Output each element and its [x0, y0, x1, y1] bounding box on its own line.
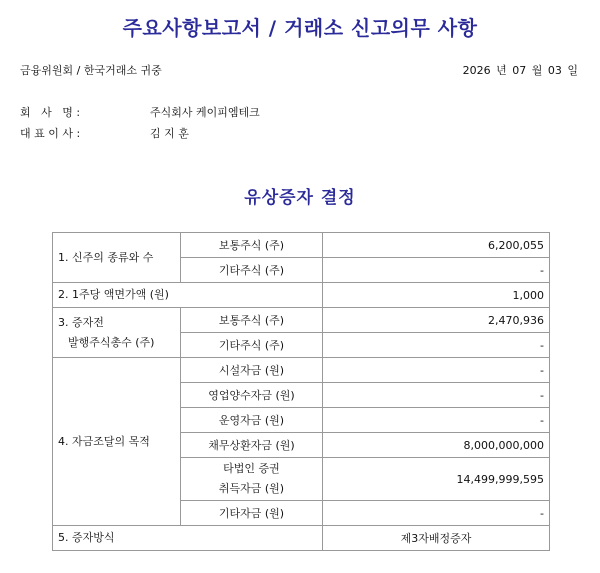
pre-issue-shares-category [53, 308, 181, 358]
pre-common-shares-label: 보통주식 (주) [181, 308, 323, 333]
debt-repayment-fund-label: 채무상환자금 (원) [181, 433, 323, 458]
operating-fund-label: 운영자금 (원) [181, 408, 323, 433]
other-fund-value: - [323, 501, 550, 526]
ceo-value: 김 지 훈 [150, 127, 189, 140]
section-title: 유상증자 결정 [244, 188, 356, 208]
securities-acquisition-fund-label [181, 458, 323, 501]
new-other-shares-label: 기타주식 (주) [181, 258, 323, 283]
offering-method-category: 5. 증자방식 [53, 526, 323, 551]
par-value-value: 1,000 [323, 283, 550, 308]
ceo-label: 대 표 이 사 : [20, 127, 81, 140]
offering-method-value: 제3자배정증자 [323, 526, 550, 551]
pre-other-shares-label: 기타주식 (주) [181, 333, 323, 358]
ceo-row [20, 125, 189, 141]
table-row [53, 308, 550, 333]
report-title: 주요사항보고서 / 거래소 신고의무 사항 [122, 16, 478, 40]
pre-common-shares-value: 2,470,936 [323, 308, 550, 333]
new-other-shares-value: - [323, 258, 550, 283]
company-name-label: 회 사 명 : [20, 106, 81, 119]
operating-fund-value: - [323, 408, 550, 433]
company-name-row [20, 104, 260, 120]
funding-purpose-category: 4. 자금조달의 목적 [53, 358, 181, 526]
business-acquisition-fund-value: - [323, 383, 550, 408]
new-common-shares-label: 보통주식 (주) [181, 233, 323, 258]
facility-fund-label: 시설자금 (원) [181, 358, 323, 383]
par-value-category: 2. 1주당 액면가액 (원) [53, 283, 323, 308]
other-fund-label: 기타자금 (원) [181, 501, 323, 526]
pre-other-shares-value: - [323, 333, 550, 358]
company-name-value: 주식회사 케이피엠테크 [150, 106, 260, 119]
report-date: 2026 년 07 월 03 일 [462, 64, 578, 77]
new-common-shares-value: 6,200,055 [323, 233, 550, 258]
table-row [53, 233, 550, 258]
pre-issue-shares-line1: 3. 증자전 [58, 315, 104, 329]
table-row [53, 283, 550, 308]
new-shares-category: 1. 신주의 종류와 수 [53, 233, 181, 283]
debt-repayment-fund-value: 8,000,000,000 [323, 433, 550, 458]
securities-acquisition-fund-line1: 타법인 증권 [223, 462, 280, 475]
securities-acquisition-fund-line2: 취득자금 (원) [218, 482, 285, 495]
business-acquisition-fund-label: 영업양수자금 (원) [181, 383, 323, 408]
facility-fund-value: - [323, 358, 550, 383]
securities-acquisition-fund-value: 14,499,999,595 [323, 458, 550, 501]
table-row [53, 526, 550, 551]
rights-offering-table [52, 232, 550, 551]
pre-issue-shares-line2: 발행주식총수 (주) [68, 335, 155, 349]
table-row [53, 358, 550, 383]
recipient-authority: 금융위원회 / 한국거래소 귀중 [20, 64, 162, 77]
